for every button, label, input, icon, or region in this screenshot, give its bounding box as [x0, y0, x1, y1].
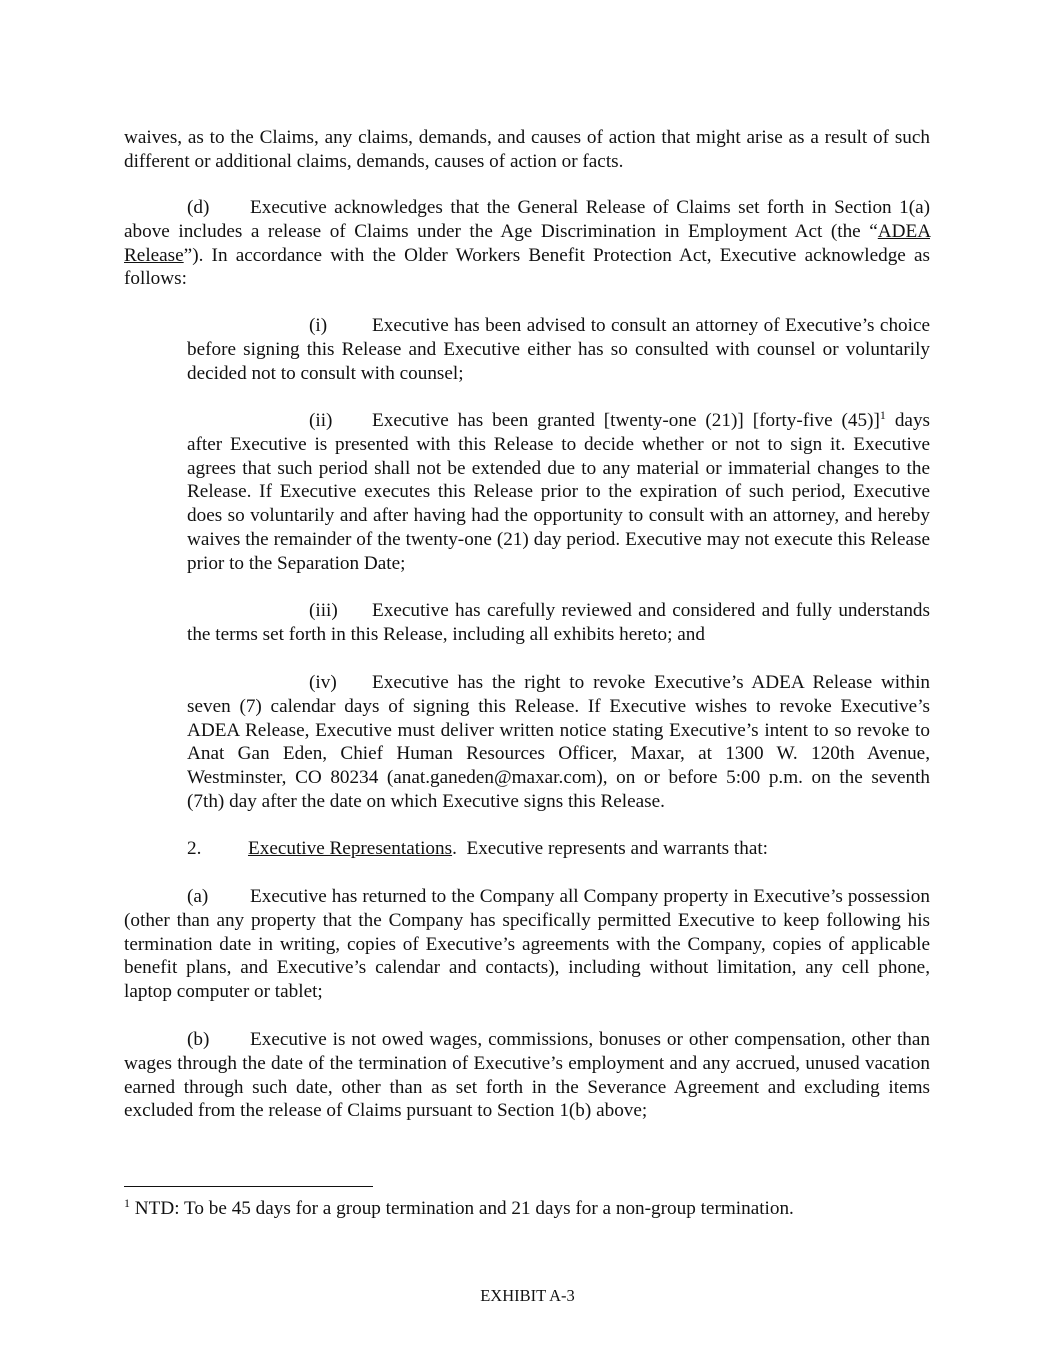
footnote-separator: [124, 1186, 373, 1187]
paragraph-a-number: (a): [187, 886, 209, 907]
paragraph-d-number: (d): [187, 197, 210, 218]
section-2-title: Executive Representations: [248, 838, 453, 859]
page-footer: EXHIBIT A-3: [480, 1286, 575, 1305]
continuation-paragraph: waives, as to the Claims, any claims, demands, and causes of action that might arise as a result of such different or additional claims, demands, causes of action or facts.: [124, 127, 930, 172]
footnote: $^1$ NTD: To be 45 days for a group termination and 21 days for a non-group termination.: [124, 1196, 794, 1219]
item-i: (i) Executive has been advised to consult an attorney of Executive’s choice before signing this Release and Executive either has so consulted with counsel or voluntarily decided not to consult with counsel;: [187, 315, 930, 384]
paragraph-d: (d) Executive acknowledges that the General Release of Claims set forth in Section 1(a) above includes a release of Claims under the Age Discrimination in Employment Act (the “ADEA Release”). In accordance with the Older Workers Benefit Protection Act, Executive acknowledge as follows:: [124, 197, 930, 290]
footnote-mark: 1: [124, 1196, 130, 1210]
section-2-number: 2.: [187, 838, 202, 859]
paragraph-a: (a) Executive has returned to the Company all Company property in Executive’s possession (other than any property that the Company has specifically permitted Executive to keep following his termination date in writing, copies of Executive’s agreements with the Company, copies of applicable benefit plans, and Executive’s calendar and contacts), including without limitation, any cell phone, laptop computer or tablet;: [124, 886, 930, 1003]
item-iii-number: (iii): [309, 600, 338, 621]
item-ii-number: (ii): [309, 410, 333, 431]
item-i-number: (i): [309, 315, 328, 336]
item-iv: (iv) Executive has the right to revoke Executive’s ADEA Release within seven (7) calendar days of signing this Release. If Executive wishes to revoke Executive’s ADEA Release, Executive must deliver written notice stating Executive’s intent to so revoke to Anat Gan Eden, Chief Human Resources Officer, Maxar, at 1300 W. 120th Avenue, Westminster, CO 80234 (anat.ganeden@maxar.com), on or before 5:00 p.m. on the seventh (7th) day after the date on which Executive signs this Release.: [187, 672, 930, 812]
footnote-reference: 1: [879, 408, 886, 422]
item-iv-number: (iv): [309, 672, 337, 693]
paragraph-b: (b) Executive is not owed wages, commissions, bonuses or other compensation, other than wages through the date of the termination of Executive’s employment and any accrued, unused vacation earned through such date, other than as set forth in the Severance Agreement and excluding items excluded from the release of Claims pursuant to Section 1(b) above;: [124, 1029, 930, 1122]
section-2-heading: 2. Executive Representations. Executive represents and warrants that:: [187, 838, 769, 859]
defined-term-adea: ADEA: [877, 220, 930, 242]
item-iii: (iii) Executive has carefully reviewed and considered and fully understands the terms set forth in this Release, including all exhibits hereto; and: [187, 600, 930, 645]
paragraph-b-number: (b): [187, 1029, 210, 1050]
defined-term-release: Release: [124, 244, 184, 266]
item-ii: (ii) Executive has been granted [twenty-one (21)] [forty-five (45)]$^1$ days after Executive is presented with this Release to decide whether or not to sign it. Executive agrees that such period shall not be extended due to any material or immaterial changes to the Release. If Executive executes this Release prior to the expiration of such period, Executive does so voluntarily and after having had the opportunity to consult with an attorney, and hereby waives the remainder of the twenty-one (21) day period. Executive may not execute this Release prior to the Separation Date;: [187, 408, 931, 574]
